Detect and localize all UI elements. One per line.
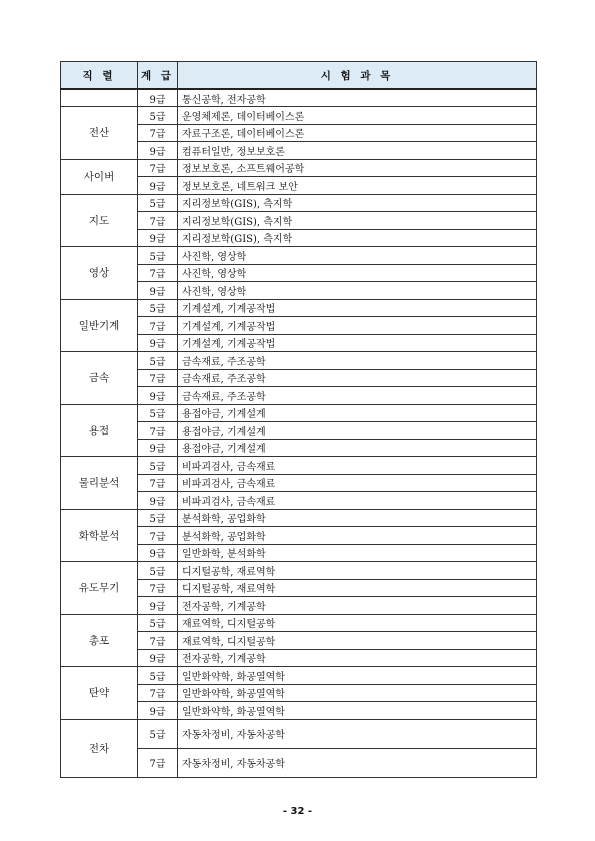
table-row [61,562,537,580]
grade-cell: 5급 [138,247,178,265]
grade-cell: 9급 [138,334,178,352]
grade-cell: 5급 [138,299,178,317]
subjects-cell: 금속재료, 주조공학 [178,369,537,387]
exam-subjects-table [60,61,537,778]
subjects-cell: 재료역학, 디지털공학 [178,632,537,650]
subjects-cell: 일반화약학, 화공열역학 [178,684,537,702]
grade-cell: 5급 [138,614,178,632]
field-cell: 전산 [61,107,138,160]
subjects-cell: 비파괴검사, 금속재료 [178,492,537,510]
subjects-cell: 디지털공학, 재료역학 [178,579,537,597]
grade-cell: 5급 [138,194,178,212]
table-header-row [61,62,537,90]
field-cell: 총포 [61,614,138,667]
table-row [61,299,537,317]
field-cell: 용접 [61,404,138,457]
grade-cell: 5급 [138,562,178,580]
field-cell: 사이버 [61,159,138,194]
subjects-cell: 자료구조론, 데이터베이스론 [178,124,537,142]
subjects-cell: 지리정보학(GIS), 측지학 [178,229,537,247]
grade-cell: 5급 [138,509,178,527]
subjects-cell: 지리정보학(GIS), 측지학 [178,194,537,212]
grade-cell: 9급 [138,89,178,107]
grade-cell: 7급 [138,527,178,545]
subjects-cell: 기계설계, 기계공작법 [178,299,537,317]
subjects-cell: 전자공학, 기계공학 [178,649,537,667]
table-row [61,614,537,632]
table-body [61,89,537,777]
subjects-cell: 기계설계, 기계공작법 [178,334,537,352]
subjects-cell: 자동차정비, 자동차공학 [178,748,537,777]
subjects-cell: 금속재료, 주조공학 [178,352,537,370]
grade-cell: 9급 [138,492,178,510]
table-row [61,159,537,177]
subjects-cell: 비파괴검사, 금속재료 [178,474,537,492]
subjects-cell: 컴퓨터일반, 정보보호론 [178,142,537,160]
subjects-cell: 일반화약학, 화공열역학 [178,667,537,685]
subjects-cell: 사진학, 영상학 [178,264,537,282]
table-row [61,667,537,685]
grade-cell: 7급 [138,317,178,335]
subjects-cell: 용접야금, 기계설계 [178,439,537,457]
subjects-cell: 운영체제론, 데이터베이스론 [178,107,537,125]
grade-cell: 7급 [138,422,178,440]
header-subjects: 시 험 과 목 [178,62,537,90]
grade-cell: 7급 [138,684,178,702]
subjects-cell: 정보보호론, 네트워크 보안 [178,177,537,195]
grade-cell: 7급 [138,632,178,650]
grade-cell: 9급 [138,439,178,457]
grade-cell: 7급 [138,748,178,777]
subjects-cell: 사진학, 영상학 [178,282,537,300]
grade-cell: 7급 [138,124,178,142]
table-row [61,719,537,748]
table-row [61,89,537,107]
table-row [61,194,537,212]
field-cell: 일반기계 [61,299,138,352]
grade-cell: 9급 [138,544,178,562]
subjects-cell: 분석화학, 공업화학 [178,527,537,545]
subjects-cell: 분석화학, 공업화학 [178,509,537,527]
grade-cell: 5급 [138,107,178,125]
subjects-cell: 정보보호론, 소프트웨어공학 [178,159,537,177]
field-cell: 유도무기 [61,562,138,615]
page-number: - 32 - [282,806,313,817]
subjects-cell: 비파괴검사, 금속재료 [178,457,537,475]
field-cell [61,89,138,107]
grade-cell: 5급 [138,404,178,422]
subjects-cell: 지리정보학(GIS), 측지학 [178,212,537,230]
field-cell: 영상 [61,247,138,300]
field-cell: 화학분석 [61,509,138,562]
subjects-cell: 용접야금, 기계설계 [178,404,537,422]
header-grade: 계 급 [138,62,178,90]
grade-cell: 5급 [138,352,178,370]
field-cell: 전차 [61,719,138,777]
table-row [61,107,537,125]
grade-cell: 7급 [138,579,178,597]
grade-cell: 9급 [138,229,178,247]
table-row [61,457,537,475]
grade-cell: 9급 [138,142,178,160]
table-row [61,247,537,265]
grade-cell: 5급 [138,667,178,685]
subjects-cell: 재료역학, 디지털공학 [178,614,537,632]
grade-cell: 7급 [138,264,178,282]
grade-cell: 9급 [138,387,178,405]
grade-cell: 5급 [138,457,178,475]
header-field: 직 렬 [61,62,138,90]
grade-cell: 9급 [138,649,178,667]
grade-cell: 5급 [138,719,178,748]
subjects-cell: 기계설계, 기계공작법 [178,317,537,335]
grade-cell: 9급 [138,702,178,720]
grade-cell: 9급 [138,597,178,615]
grade-cell: 7급 [138,159,178,177]
grade-cell: 9급 [138,282,178,300]
field-cell: 탄약 [61,667,138,720]
subjects-cell: 금속재료, 주조공학 [178,387,537,405]
subjects-cell: 자동차정비, 자동차공학 [178,719,537,748]
subjects-cell: 일반화학, 분석화학 [178,544,537,562]
grade-cell: 9급 [138,177,178,195]
grade-cell: 7급 [138,212,178,230]
subjects-cell: 통신공학, 전자공학 [178,89,537,107]
table-row [61,509,537,527]
subjects-cell: 전자공학, 기계공학 [178,597,537,615]
subjects-cell: 용접야금, 기계설계 [178,422,537,440]
table-row [61,404,537,422]
subjects-cell: 사진학, 영상학 [178,247,537,265]
grade-cell: 7급 [138,474,178,492]
field-cell: 물리분석 [61,457,138,510]
grade-cell: 7급 [138,369,178,387]
subjects-cell: 디지털공학, 재료역학 [178,562,537,580]
table-row [61,352,537,370]
field-cell: 금속 [61,352,138,405]
field-cell: 지도 [61,194,138,247]
subjects-cell: 일반화약학, 화공열역학 [178,702,537,720]
